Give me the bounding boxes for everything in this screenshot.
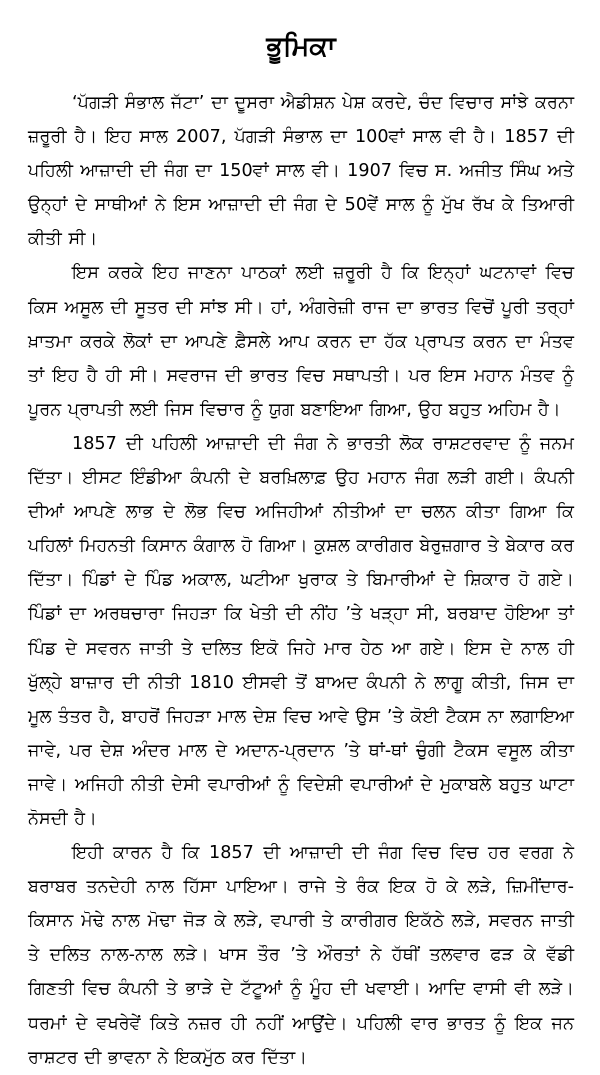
paragraph-2: ਇਸ ਕਰਕੇ ਇਹ ਜਾਣਨਾ ਪਾਠਕਾਂ ਲਈ ਜ਼ਰੂਰੀ ਹੈ ਕਿ ਇਨ੍ਹਾਂ ਘਟਨਾਵਾਂ ਵਿਚ ਕਿਸ ਅਸੂਲ ਦੀ ਸੂਤਰ ਦੀ ਸਾਂਝ ਸੀ। ਹਾਂ, ਅੰਗਰੇਜ਼ੀ ਰਾਜ ਦਾ ਭਾਰਤ ਵਿਚੋਂ ਪੂਰੀ ਤਰ੍ਹਾਂ ਖ਼ਾਤਮਾ ਕਰਕੇ ਲੋਕਾਂ ਦਾ ਆਪਣੇ ਫ਼ੈਸਲੇ ਆਪ ਕਰਨ ਦਾ ਹੱਕ ਪ੍ਰਾਪਤ ਕਰਨ ਦਾ ਮੰਤਵ ਤਾਂ ਇਹ ਹੈ ਹੀ ਸੀ। ਸਵਰਾਜ ਦੀ ਭਾਰਤ ਵਿਚ ਸਥਾਪਤੀ। ਪਰ ਇਸ ਮਹਾਨ ਮੰਤਵ ਨੂੰ ਪੂਰਨ ਪ੍ਰਾਪਤੀ ਲਈ ਜਿਸ ਵਿਚਾਰ ਨੂੰ ਯੁਗ ਬਣਾਇਆ ਗਿਆ, ਉਹ ਬਹੁਤ ਅਹਿਮ ਹੈ।	[28, 263, 574, 420]
paragraph-4: ਇਹੀ ਕਾਰਨ ਹੈ ਕਿ 1857 ਦੀ ਆਜ਼ਾਦੀ ਦੀ ਜੰਗ ਵਿਚ ਵਿਚ ਹਰ ਵਰਗ ਨੇ ਬਰਾਬਰ ਤਨਦੇਹੀ ਨਾਲ ਹਿੱਸਾ ਪਾਇਆ। ਰਾਜੇ ਤੇ ਰੰਕ ਇਕ ਹੋ ਕੇ ਲੜੇ, ਜ਼ਿਮੀਂਦਾਰ-ਕਿਸਾਨ ਮੋਢੇ ਨਾਲ ਮੋਢਾ ਜੋੜ ਕੇ ਲੜੇ, ਵਪਾਰੀ ਤੇ ਕਾਰੀਗਰ ਇਕੱਠੇ ਲੜੇ, ਸਵਰਨ ਜਾਤੀ ਤੇ ਦਲਿਤ ਨਾਲ-ਨਾਲ ਲੜੇ। ਖਾਸ ਤੌਰ ’ਤੇ ਔਰਤਾਂ ਨੇ ਹੱਥੀਂ ਤਲਵਾਰ ਫੜ ਕੇ ਵੱਡੀ ਗਿਣਤੀ ਵਿਚ ਕੰਪਨੀ ਤੇ ਭਾੜੇ ਦੇ ਟੱਟੂਆਂ ਨੂੰ ਮੂੰਹ ਦੀ ਖਵਾਈ। ਆਦਿ ਵਾਸੀ ਵੀ ਲੜੇ। ਧਰਮਾਂ ਦੇ ਵਖਰੇਵੇਂ ਕਿਤੇ ਨਜ਼ਰ ਹੀ ਨਹੀਂ ਆਉਂਦੇ। ਪਹਿਲੀ ਵਾਰ ਭਾਰਤ ਨੂੰ ਇਕ ਜਨ ਰਾਸ਼ਟਰ ਦੀ ਭਾਵਨਾ ਨੇ ਇਕਮੁੱਠ ਕਰ ਦਿੱਤਾ।	[28, 843, 574, 1068]
paragraph-3: 1857 ਦੀ ਪਹਿਲੀ ਆਜ਼ਾਦੀ ਦੀ ਜੰਗ ਨੇ ਭਾਰਤੀ ਲੋਕ ਰਾਸ਼ਟਰਵਾਦ ਨੂੰ ਜਨਮ ਦਿੱਤਾ। ਈਸਟ ਇੰਡੀਆ ਕੰਪਨੀ ਦੇ ਬਰਖ਼ਿਲਾਫ਼ ਉਹ ਮਹਾਨ ਜੰਗ ਲੜੀ ਗਈ। ਕੰਪਨੀ ਦੀਆਂ ਆਪਣੇ ਲਾਭ ਦੇ ਲੋਭ ਵਿਚ ਅਜਿਹੀਆਂ ਨੀਤੀਆਂ ਦਾ ਚਲਨ ਕੀਤਾ ਗਿਆ ਕਿ ਪਹਿਲਾਂ ਮਿਹਨਤੀ ਕਿਸਾਨ ਕੰਗਾਲ ਹੋ ਗਿਆ। ਕੁਸ਼ਲ ਕਾਰੀਗਰ ਬੇਰੁਜ਼ਗਾਰ ਤੇ ਬੇਕਾਰ ਕਰ ਦਿੱਤਾ। ਪਿੰਡਾਂ ਦੇ ਪਿੰਡ ਅਕਾਲ, ਘਟੀਆ ਖੁਰਾਕ ਤੇ ਬਿਮਾਰੀਆਂ ਦੇ ਸ਼ਿਕਾਰ ਹੋ ਗਏ। ਪਿੰਡਾਂ ਦਾ ਅਰਥਚਾਰਾ ਜਿਹੜਾ ਕਿ ਖੇਤੀ ਦੀ ਨੀਂਹ ’ਤੇ ਖੜ੍ਹਾ ਸੀ, ਬਰਬਾਦ ਹੋਇਆ ਤਾਂ ਪਿੰਡ ਦੇ ਸਵਰਨ ਜਾਤੀ ਤੇ ਦਲਿਤ ਇਕੋ ਜਿਹੇ ਮਾਰ ਹੇਠ ਆ ਗਏ। ਇਸ ਦੇ ਨਾਲ ਹੀ ਖੁੱਲ੍ਹੇ ਬਾਜ਼ਾਰ ਦੀ ਨੀਤੀ 1810 ਈਸਵੀ ਤੋਂ ਬਾਅਦ ਕੰਪਨੀ ਨੇ ਲਾਗੂ ਕੀਤੀ, ਜਿਸ ਦਾ ਮੂਲ ਤੰਤਰ ਹੈ, ਬਾਹਰੋਂ ਜਿਹੜਾ ਮਾਲ ਦੇਸ਼ ਵਿਚ ਆਵੇ ਉਸ ’ਤੇ ਕੋਈ ਟੈਕਸ ਨਾ ਲਗਾਇਆ ਜਾਵੇ, ਪਰ ਦੇਸ਼ ਅੰਦਰ ਮਾਲ ਦੇ ਅਦਾਨ-ਪ੍ਰਦਾਨ ’ਤੇ ਥਾਂ-ਥਾਂ ਚੁੰਗੀ ਟੈਕਸ ਵਸੂਲ ਕੀਤਾ ਜਾਵੇ। ਅਜਿਹੀ ਨੀਤੀ ਦੇਸੀ ਵਪਾਰੀਆਂ ਨੂੰ ਵਿਦੇਸ਼ੀ ਵਪਾਰੀਆਂ ਦੇ ਮੁਕਾਬਲੇ ਬਹੁਤ ਘਾਟਾ ਨੋਸਦੀ ਹੈ।	[28, 433, 574, 829]
paragraph-1: ‘ਪੱਗੜੀ ਸੰਭਾਲ ਜੱਟਾ’ ਦਾ ਦੂਸਰਾ ਐਡੀਸ਼ਨ ਪੇਸ਼ ਕਰਦੇ, ਚੰਦ ਵਿਚਾਰ ਸਾਂਝੇ ਕਰਨਾ ਜ਼ਰੂਰੀ ਹੈ। ਇਹ ਸਾਲ 2007, ਪੱਗੜੀ ਸੰਭਾਲ ਦਾ 100ਵਾਂ ਸਾਲ ਵੀ ਹੈ। 1857 ਦੀ ਪਹਿਲੀ ਆਜ਼ਾਦੀ ਦੀ ਜੰਗ ਦਾ 150ਵਾਂ ਸਾਲ ਵੀ। 1907 ਵਿਚ ਸ. ਅਜੀਤ ਸਿੰਘ ਅਤੇ ਉਨ੍ਹਾਂ ਦੇ ਸਾਥੀਆਂ ਨੇ ਇਸ ਆਜ਼ਾਦੀ ਦੀ ਜੰਗ ਦੇ 50ਵੇਂ ਸਾਲ ਨੂੰ ਮੁੱਖ ਰੱਖ ਕੇ ਤਿਆਰੀ ਕੀਤੀ ਸੀ।	[28, 93, 574, 250]
page-title: ਭੂਮਿਕਾ	[266, 31, 336, 62]
